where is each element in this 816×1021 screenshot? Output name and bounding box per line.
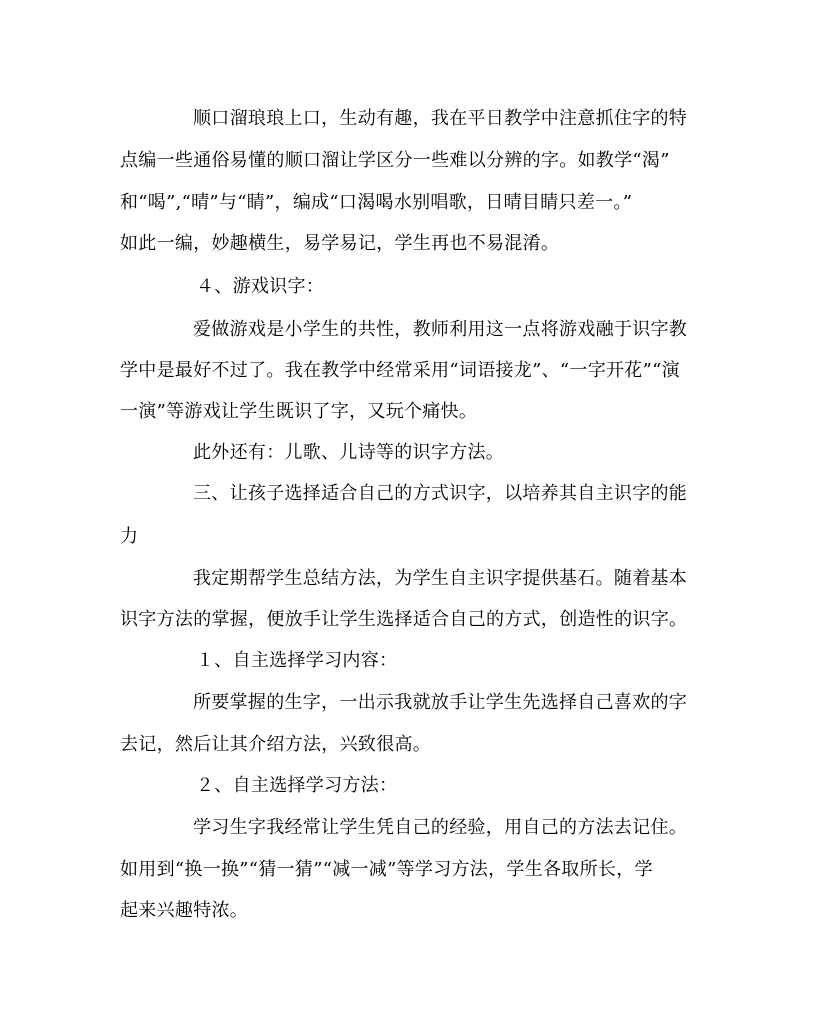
paragraph-line: 如用到“换一换”“猜一猜”“减一减”等学习方法，学生各取所长，学 xyxy=(120,859,653,880)
paragraph-line: 我定期帮学生总结方法，为学生自主识字提供基石。随着基本 xyxy=(193,568,688,589)
section-heading-continued: 力 xyxy=(120,526,139,547)
paragraph-line: 起来兴趣特浓。 xyxy=(120,900,249,921)
section-heading: ２、自主选择学习方法： xyxy=(196,775,398,796)
section-heading: ４、游戏识字： xyxy=(196,276,325,297)
paragraph-line: 如此一编，妙趣横生，易学易记，学生再也不易混淆。 xyxy=(120,233,560,254)
paragraph-line: 顺口溜琅琅上口，生动有趣，我在平日教学中注意抓住字的特 xyxy=(193,108,688,129)
paragraph-line: 一演”等游戏让学生既识了字，又玩个痛快。 xyxy=(120,401,478,422)
paragraph-line: 去记，然后让其介绍方法，兴致很高。 xyxy=(120,734,432,755)
paragraph-line: 和“喝”,“晴”与“睛”，编成“口渴喝水别唱歌，日晴目睛只差一。” xyxy=(120,192,633,213)
section-heading: １、自主选择学习内容： xyxy=(196,650,398,671)
paragraph-line: 识字方法的掌握，便放手让学生选择适合自己的方式，创造性的识字。 xyxy=(120,609,688,630)
paragraph-line: 爱做游戏是小学生的共性，教师利用这一点将游戏融于识字教 xyxy=(193,319,688,340)
paragraph-line: 学中是最好不过了。我在教学中经常采用“词语接龙”、“一字开花”“演 xyxy=(120,360,680,381)
paragraph-line: 学习生字我经常让学生凭自己的经验，用自己的方法去记住。 xyxy=(193,817,688,838)
paragraph-line: 点编一些通俗易懂的顺口溜让学区分一些难以分辨的字。如教学“渴” xyxy=(120,150,670,171)
paragraph-line: 所要掌握的生字，一出示我就放手让学生先选择自己喜欢的字 xyxy=(193,692,688,713)
paragraph-line: 此外还有：儿歌、儿诗等的识字方法。 xyxy=(193,442,505,463)
section-heading: 三、让孩子选择适合自己的方式识字，以培养其自主识字的能 xyxy=(193,483,688,504)
